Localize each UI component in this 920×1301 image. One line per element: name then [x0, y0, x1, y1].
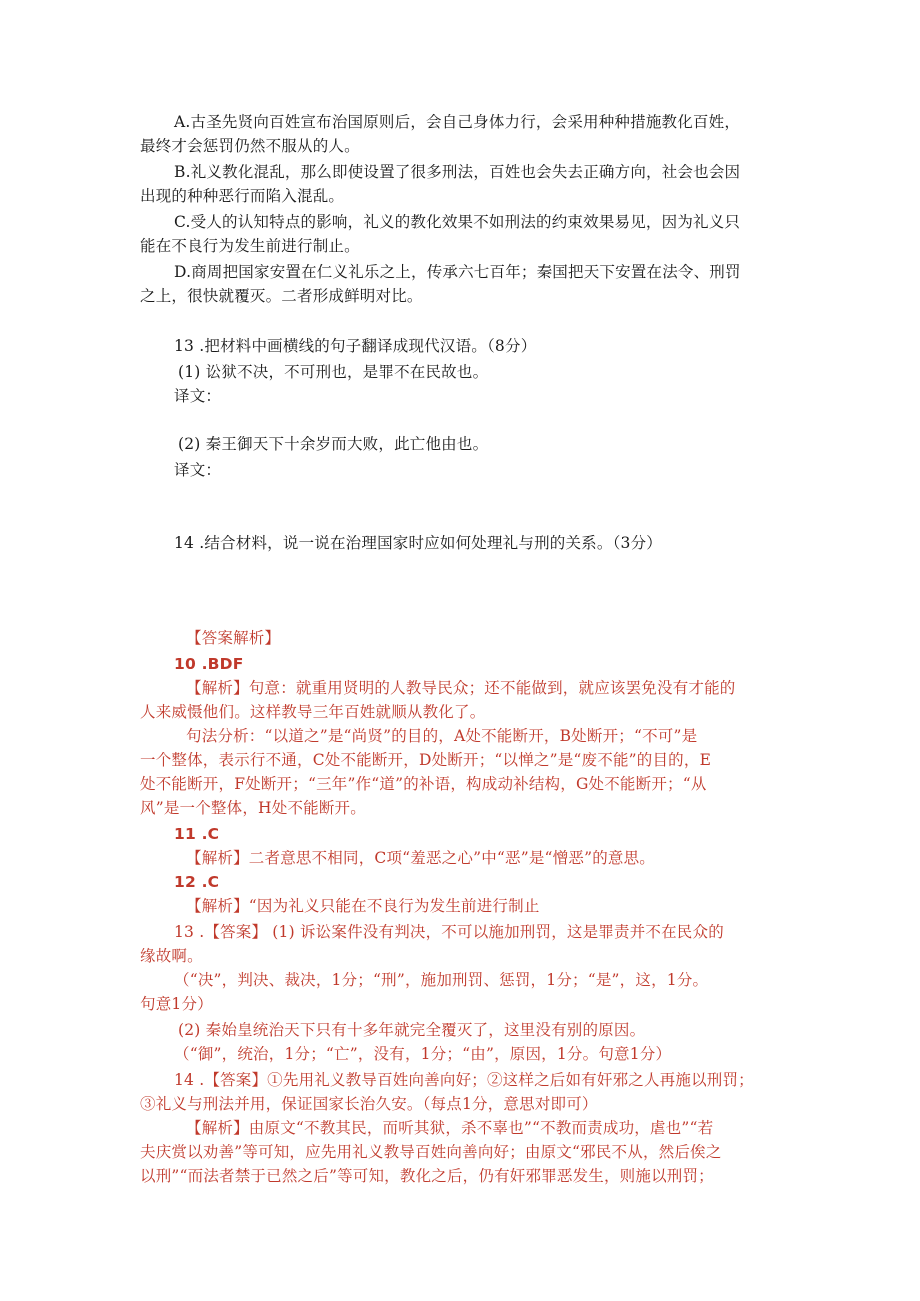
answer-10-explanation-line1: 【解析】句意：就重用贤明的人教导民众；还不能做到，就应该罢免没有才能的 [186, 679, 736, 697]
answer-10-syntax-line1: 句法分析：“以道之”是“尚贤”的目的，A处不能断开，B处断开；“不可”是 [186, 727, 698, 745]
answer-10-syntax-line4: 风”是一个整体，H处不能断开。 [140, 799, 366, 817]
question-14: 14 .结合材料，说一说在治理国家时应如何处理礼与刑的关系。（3分） [174, 534, 662, 552]
answer-13-line5: (2) 秦始皇统治天下只有十多年就完全覆灭了，这里没有别的原因。 [178, 1021, 646, 1039]
option-b-line1: B.礼义教化混乱，那么即使设置了很多刑法，百姓也会失去正确方向，社会也会因 [174, 163, 741, 181]
option-d-line1: D.商周把国家安置在仁义礼乐之上，传承六七百年；秦国把天下安置在法令、刑罚 [174, 263, 741, 281]
translation-label-1: 译文： [174, 387, 222, 405]
answer-header: 【答案解析】 [186, 629, 281, 647]
option-b-line2: 出现的种种恶行而陷入混乱。 [140, 187, 345, 205]
answer-14-explanation-line2: 夫庆赏以劝善”等可知，应先用礼义教导百姓向善向好；由原文“邪民不从，然后俟之 [140, 1143, 722, 1161]
translation-label-2: 译文： [174, 461, 222, 479]
answer-10-syntax-line3: 处不能断开，F处断开；“三年”作“道”的补语，构成动补结构，G处不能断开；“从 [140, 775, 707, 793]
answer-11: 11 .C [174, 825, 220, 843]
question-13-part1: (1) 讼狱不决，不可刑也，是罪不在民故也。 [178, 363, 489, 381]
answer-14-line2: ③礼义与刑法并用，保证国家长治久安。（每点1分，意思对即可） [140, 1095, 598, 1113]
answer-14-explanation-line1: 【解析】由原文“不教其民，而听其狱，杀不辜也”“不教而责成功，虐也”“若 [186, 1119, 714, 1137]
answer-13-line4: 句意1分） [140, 995, 213, 1013]
question-13-part2: (2) 秦王御天下十余岁而大败，此亡他由也。 [178, 435, 489, 453]
option-a-line1: A.古圣先贤向百姓宣布治国原则后，会自己身体力行，会采用种种措施教化百姓， [174, 113, 741, 131]
answer-14-line1: 14 .【答案】①先用礼义教导百姓向善向好；②这样之后如有奸邪之人再施以刑罚； [174, 1071, 754, 1089]
answer-13-line6: （“御”，统治，1分；“亡”，没有，1分；“由”，原因，1分。句意1分） [174, 1045, 672, 1063]
answer-10-syntax-line2: 一个整体，表示行不通，C处不能断开，D处断开；“以惮之”是“废不能”的目的，E [140, 751, 712, 769]
answer-14-explanation-line3: 以刑”“而法者禁于已然之后”等可知，教化之后，仍有奸邪罪恶发生，则施以刑罚； [140, 1167, 714, 1185]
question-13: 13 .把材料中画横线的句子翻译成现代汉语。（8分） [174, 337, 537, 355]
answer-10-explanation-line2: 人来威慑他们。这样教导三年百姓就顺从教化了。 [140, 703, 486, 721]
option-c-line2: 能在不良行为发生前进行制止。 [140, 237, 360, 255]
answer-13-line2: 缘故啊。 [140, 947, 203, 965]
answer-10: 10 .BDF [174, 655, 244, 673]
option-d-line2: 之上，很快就覆灭。二者形成鲜明对比。 [140, 287, 423, 305]
option-c-line1: C.受人的认知特点的影响，礼义的教化效果不如刑法的约束效果易见，因为礼义只 [174, 213, 741, 231]
answer-13-line1: 13 .【答案】 (1) 诉讼案件没有判决，不可以施加刑罚，这是罪责并不在民众的 [174, 923, 724, 941]
answer-12-explanation: 【解析】“因为礼义只能在不良行为发生前进行制止 [186, 897, 540, 915]
answer-13-line3: （“决”，判决、裁决，1分；“刑”，施加刑罚、惩罚，1分；“是”，这，1分。 [174, 971, 709, 989]
answer-11-explanation: 【解析】二者意思不相同，C项“羞恶之心”中“恶”是“憎恶”的意思。 [186, 849, 656, 867]
answer-12: 12 .C [174, 873, 220, 891]
option-a-line2: 最终才会惩罚仍然不服从的人。 [140, 137, 360, 155]
